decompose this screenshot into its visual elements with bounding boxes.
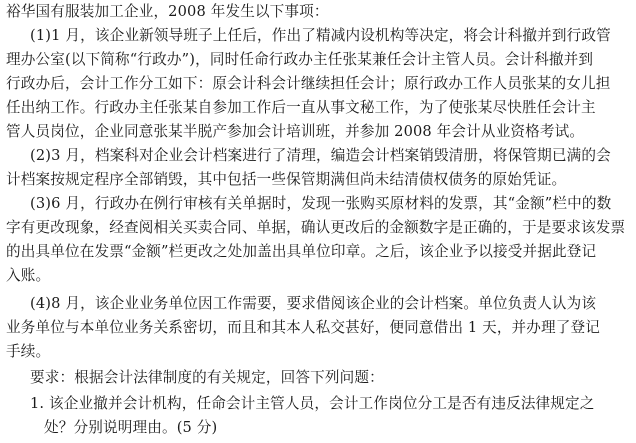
- para3-line4: 入账。: [6, 267, 51, 284]
- para3-line1: (3)6 月，行政办在例行审核有关单据时，发现一张购买原材料的发票，其“金额”栏中的数: [30, 195, 612, 212]
- para1-line5: 管人员岗位，企业同意张某半脱产参加会计培训班，并参加 2008 年会计从业资格考试。: [6, 123, 585, 140]
- para4-line3: 手续。: [6, 343, 51, 360]
- para1-line3: 行政办后，会计工作分工如下：原会计科会计继续担任会计；原行政办工作人员张某的女儿担: [6, 75, 611, 92]
- para1-line4: 任出纳工作。行政办主任张某自参加工作后一直从事文秘工作，为了使张某尽快胜任会计主: [6, 99, 596, 116]
- para2-line1: (2)3 月，档案科对企业会计档案进行了清理，编造会计档案销毁清册，将保管期已满的会: [30, 147, 611, 164]
- para4-line2: 业务单位与本单位业务关系密切，而且和其本人私交甚好，便同意借出 1 天，并办理了登记: [6, 319, 601, 336]
- intro-line: 裕华国有服装加工企业，2008 年发生以下事项：: [6, 3, 329, 20]
- para3-line2: 字有更改现象，经查阅相关买卖合同、单据，确认更改后的金额数字是正确的，于是要求该发票: [6, 219, 626, 236]
- para4-line1: (4)8 月，该企业业务单位因工作需要，要求借阅该企业的会计档案。单位负责人认为该: [30, 295, 597, 312]
- para1-line2: 理办公室(以下简称“行政办”)，同时任命行政办主任张某兼任会计主管人员。会计科撤并到: [6, 51, 594, 68]
- requirement-line: 要求：根据会计法律制度的有关规定，回答下列问题：: [30, 369, 384, 386]
- para3-line3: 的出具单位在发票“金额”栏更改之处加盖出具单位印章。之后，该企业予以接受并据此登记: [6, 243, 597, 260]
- para1-line1: (1)1 月，该企业新领导班子上任后，作出了精减内设机构等决定，将会计科撤并到行政管: [30, 27, 611, 44]
- question1-line1: 1. 该企业撤并会计机构，任命会计主管人员，会计工作岗位分工是否有违反法律规定之: [30, 395, 595, 412]
- para2-line2: 计档案按规定程序全部销毁，其中包括一些保管期满但尚未结清债权债务的原始凭证。: [6, 171, 567, 188]
- question1-line2: 处？分别说明理由。(5 分): [44, 419, 218, 436]
